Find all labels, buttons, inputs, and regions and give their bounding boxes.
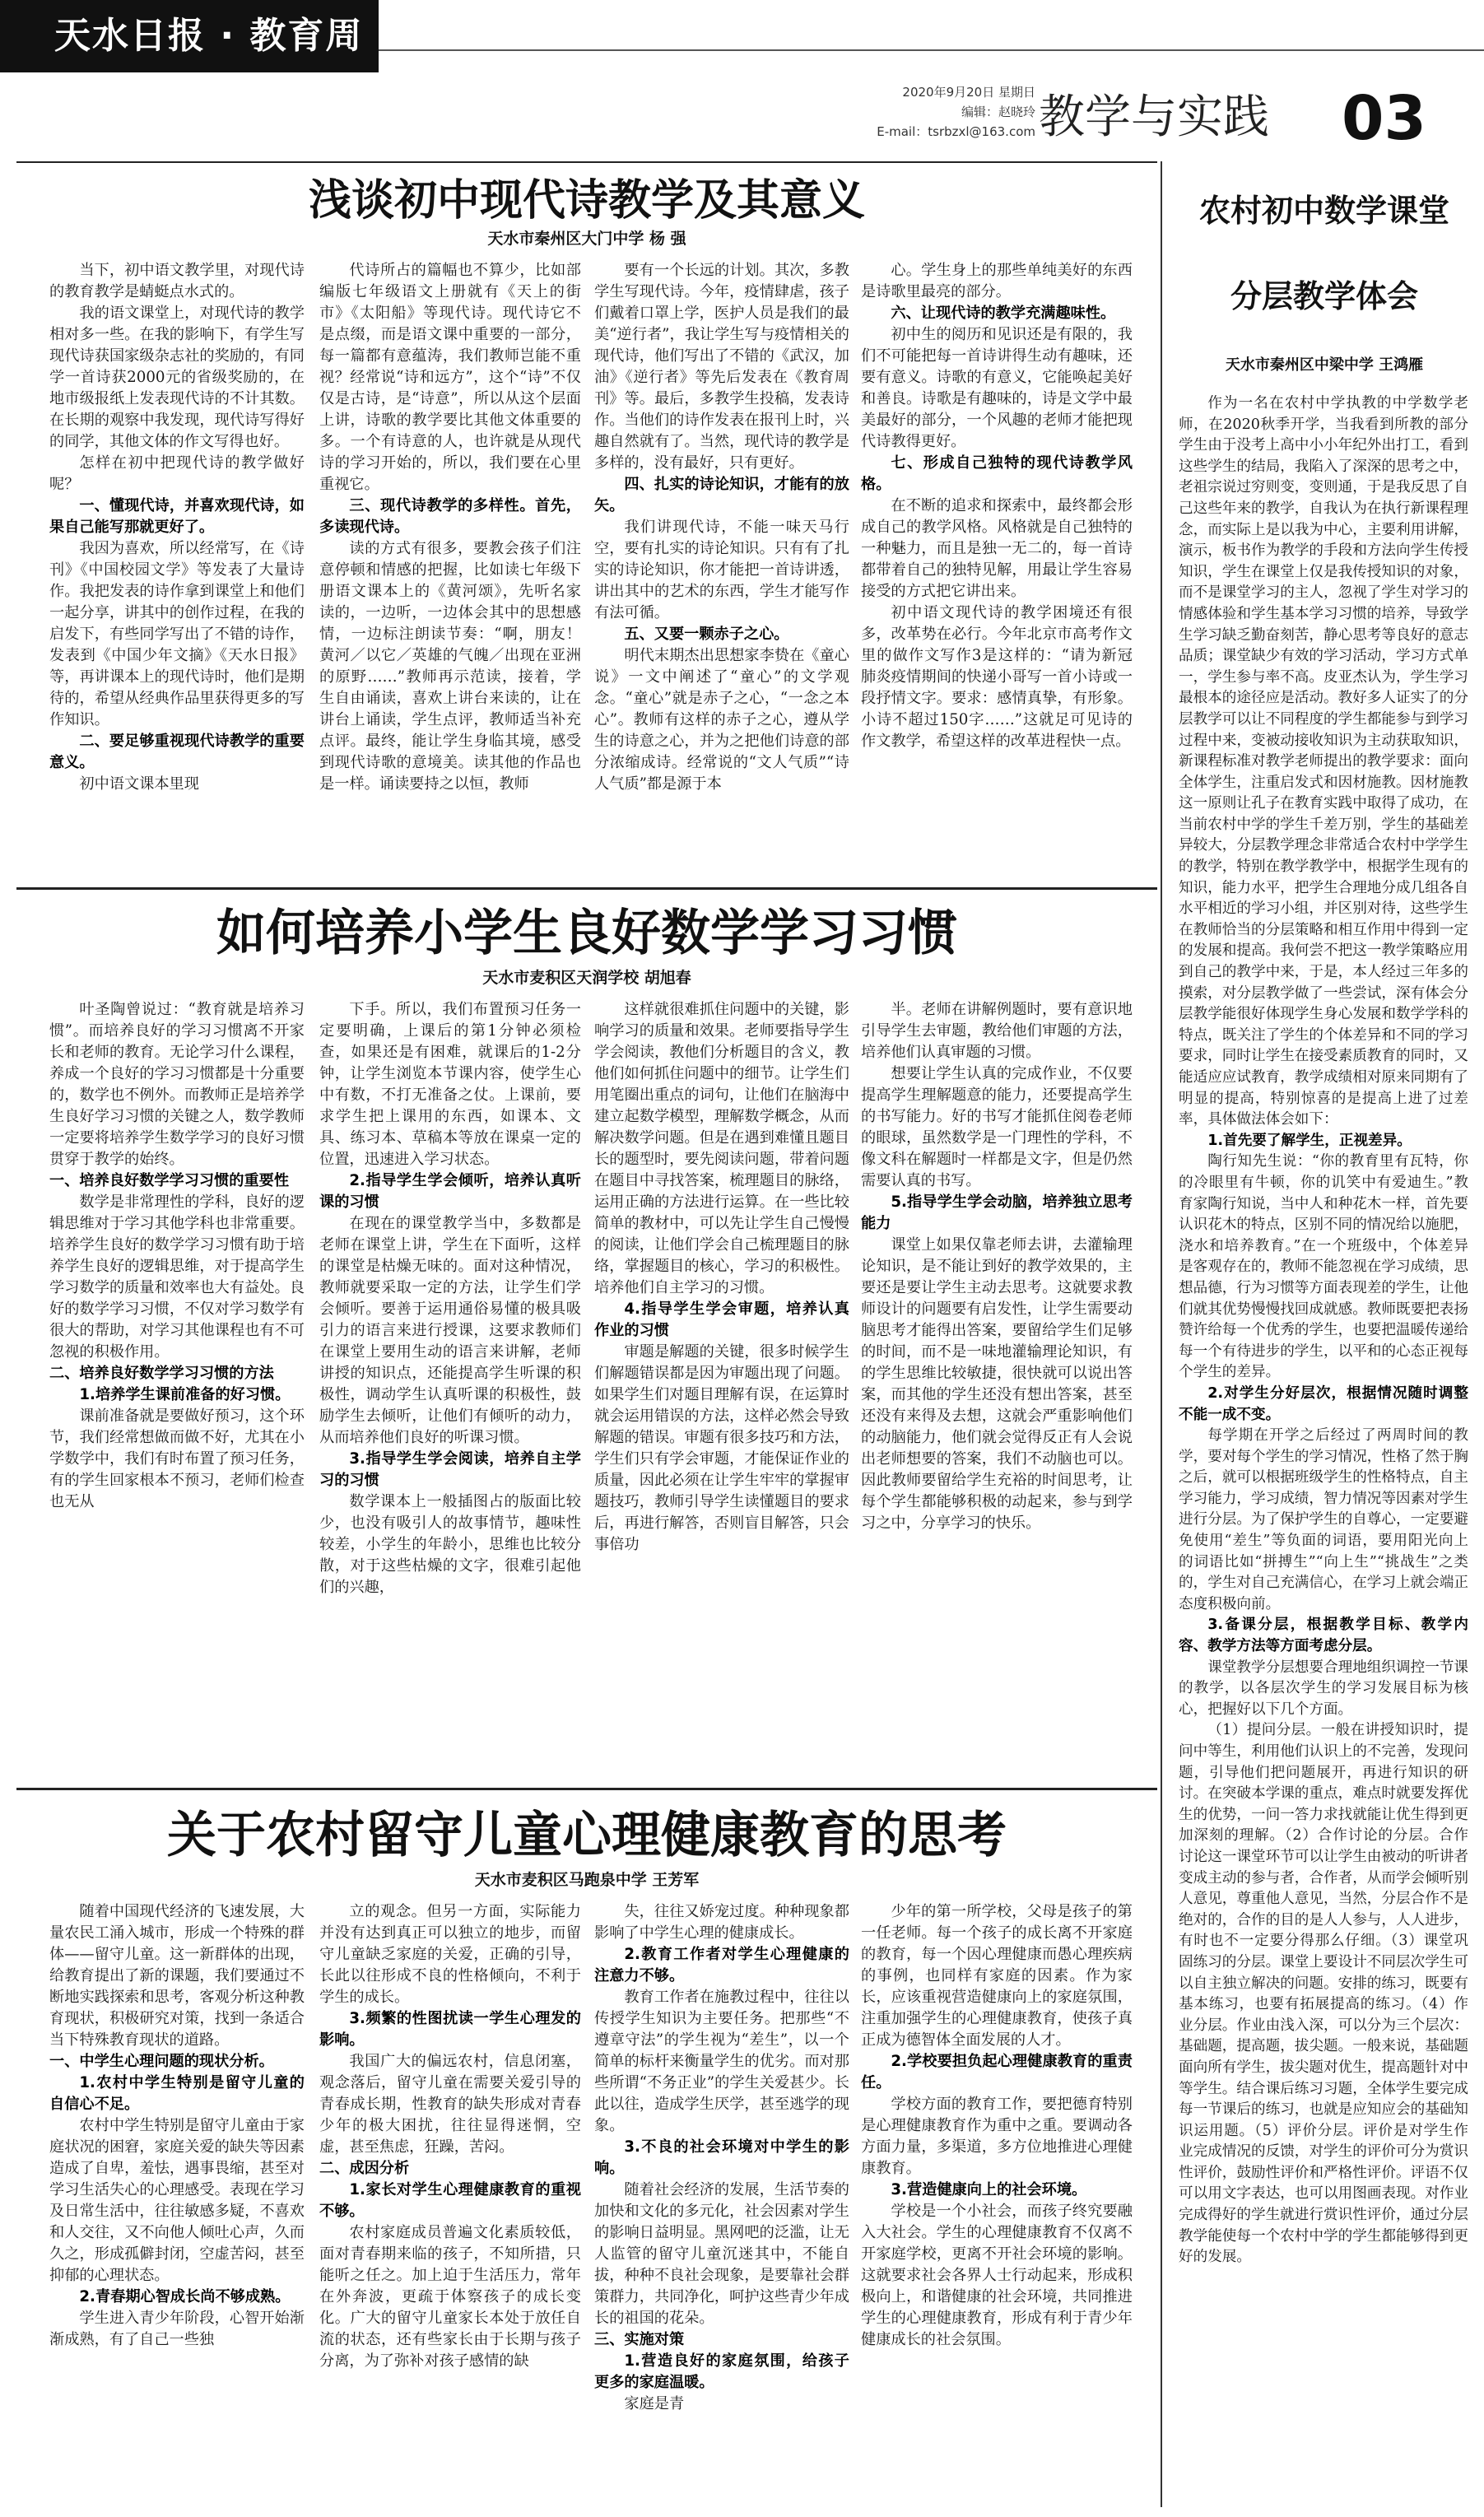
paragraph: 半。老师在讲解例题时，要有意识地引导学生去审题，教给他们审题的方法，培养他们认真审题的习惯。 (861, 1001, 1133, 1061)
paragraph: 课前准备就是要做好预习，这个环节，我们经常想做而做不好，尤其在小学数学中，我们有时布置了预习任务，有的学生回家根本不预习，老师们检查也无从 (49, 1407, 305, 1510)
paragraph: 随着中国现代经济的飞速发展，大量农民工涌入城市，形成一个特殊的群体——留守儿童。这一新群体的出现，给教育提出了新的课题，我们要通过不断地实践探索和思考，客观分析这种教育现状，积极研究对策，找到一条适合当下特殊教育现状的道路。 (49, 1903, 305, 2049)
paragraph: 每学期在开学之后经过了两周时间的教学，要对每个学生的学习情况，性格了然于胸之后，就可以根据班级学生的性格特点，自主学习能力，学习成绩，智力情况等因素对学生进行分层。为了保护学生的自尊心，一定要避免使用“差生”等负面的词语，要用阳光向上的词语比如“拼搏生”“向上生”“挑战生”之类的，学生对自己充满信心，在学习上就会端正态度积极向前。 (1179, 1427, 1468, 1612)
issue-date: 2020年9月20日 星期日 (902, 85, 1035, 100)
article1-column (319, 260, 581, 882)
section-heading: 1.家长对学生心理健康教育的重视不够。 (319, 2181, 581, 2220)
paragraph: 叶圣陶曾说过：“教育就是培养习惯”。而培养良好的学习习惯离不开家长和老师的教育。无论学习什么课程，养成一个良好的学习习惯都是十分重要的，数学也不例外。而教师正是培养学生良好学习习惯的关键之人，数学教师一定要将培养学生数学学习的良好习惯贯穿于教学的始终。 (49, 1001, 305, 1168)
article2-column (319, 999, 581, 1778)
paragraph: 学校方面的教育工作，要把德育特别是心理健康教育作为重中之重。要调动各方面力量，多渠道，多方位地推进心理健康教育。 (861, 2096, 1133, 2177)
section-heading: 3.备课分层，根据教学目标、教学内容、教学方法等方面考虑分层。 (1179, 1617, 1468, 1655)
article3-byline: 天水市麦积区马跑泉中学 王芳军 (474, 1871, 700, 1889)
article2-column (49, 999, 305, 1778)
paragraph: 明代末期杰出思想家李贽在《童心说》一文中阐述了“童心”的文学观念。“童心”就是赤子之心，“一念之本心”。教师有这样的赤子之心，遵从学生的诗意之心，并为之把他们诗意的部分浓缩成诗。经常说的“文人气质”“诗人气质”都是源于本 (594, 647, 849, 793)
paragraph: 读的方式有很多，要教会孩子们注意停顿和情感的把握，比如读七年级下册语文课本上的《黄河颂》，先听名家读的，一边听，一边体会其中的思想感情，一边标注朗读节奏：“啊，朋友！黄河／以它／英雄的气魄／出现在亚洲的原野……”教师再示范读，接着，学生自由诵读，喜欢上讲台来读的，让在讲台上诵读，学生点评，教师适当补充点评。最终，能让学生身临其境，感受到现代诗歌的意境美。读其他的作品也是一样。诵读要持之以恒，教师 (319, 540, 581, 793)
section-heading: 一、培养良好数学学习习惯的重要性 (49, 1172, 290, 1189)
paragraph: 数学课本上一般插图占的版面比较少，也没有吸引人的故事情节，趣味性较差，小学生的年龄小，思维也比较分散，对于这些枯燥的文字，很难引起他们的兴趣， (319, 1493, 581, 1596)
section-heading: 七、形成自己独特的现代诗教学风格。 (861, 454, 1133, 493)
section-heading: 一、懂现代诗，并喜欢现代诗，如果自己能写那就更好了。 (49, 497, 305, 536)
article1-byline: 天水市秦州区大门中学 杨 强 (487, 230, 686, 248)
section-heading: 2.指导学生学会倾听，培养认真听课的习惯 (319, 1172, 581, 1211)
section-heading: 1.首先要了解学生，正视差异。 (1207, 1132, 1412, 1149)
section-heading: 二、成因分析 (319, 2160, 410, 2177)
section-heading: 2.学校要担负起心理健康教育的重责任。 (861, 2053, 1133, 2091)
article-divider (16, 887, 1157, 890)
paragraph: 要有一个长远的计划。其次，多教学生写现代诗。今年，疫情肆虐，孩子们戴着口罩上学，医护人员是我们的最美“逆行者”，我让学生写与疫情相关的现代诗，他们写出了不错的《武汉，加油》《逆行者》等先后发表在《教育周刊》等。最后，多教学生投稿，发表诗作。当他们的诗作发表在报刊上时，兴趣自然就有了。当然，现代诗的教学是多样的，没有最好，只有更好。 (594, 262, 849, 472)
article1-title: 浅谈初中现代诗教学及其意义 (308, 176, 865, 226)
section-heading: 三、现代诗教学的多样性。首先，多读现代诗。 (319, 497, 581, 536)
section-heading: 3.不良的社会环境对中学生的影响。 (594, 2138, 849, 2177)
section-heading: 三、实施对策 (594, 2331, 685, 2348)
article3-column (319, 1901, 581, 2505)
paragraph: 课堂上如果仅靠老师去讲，去灌输理论知识，是不能让到好的教学效果的，主要还是要让学生主动去思考。这就要求教师设计的问题要有启发性，让学生需要动脑思考才能得出答案，要留给学生们足够的时间，而不是一味地灌输理论知识，有的学生思维比较敏捷，很快就可以说出答案，而其他的学生还没有想出答案，甚至还没有来得及去想，这就会严重影响他们的动脑能力，他们就会觉得反正有人会说出老师想要的答案，我们不动脑也可以。因此教师要留给学生充裕的时间思考，让每个学生都能够积极的动起来，参与到学习之中，分享学习的快乐。 (861, 1236, 1133, 1532)
paragraph: 下手。所以，我们布置预习任务一定要明确，上课后的第1分钟必须检查，如果还是有困难，就课后的1-2分钟，让学生浏览本节课内容，使学生心中有数，不打无准备之仗。上课前，要求学生把上课用的东西，如课本、文具、练习本、草稿本等放在课桌一定的位置，迅速进入学习状态。 (319, 1001, 581, 1168)
section-heading: 3.营造健康向上的社会环境。 (891, 2181, 1087, 2198)
section-heading: 4.指导学生学会审题，培养认真作业的习惯 (594, 1300, 849, 1339)
sidebar-column (1179, 393, 1468, 2505)
masthead: 天水日报 · 教育周刊 (0, 0, 379, 72)
masthead-rule (379, 49, 1484, 51)
paragraph: 随着社会经济的发展，生活节奏的加快和文化的多元化，社会因素对学生的影响日益明显。黑网吧的泛滥，让无人监管的留守儿童沉迷其中，不能自拔，种种不良社会现象，是要靠社会群策群力，共同净化，呵护这些青少年成长的祖国的花朵。 (594, 2181, 849, 2327)
paragraph: 农村中学生特别是留守儿童由于家庭状况的困窘，家庭关爱的缺失等因素造成了自卑，羞怯，遇事畏缩，甚至对学习生活失心的心理感受。表现在学习及日常生活中，往往敏感多疑，不喜欢和人交往，又不向他人倾吐心声，久而久之，形成孤僻封闭，空虚苦闷，甚至抑郁的心理状态。 (49, 2117, 305, 2284)
article3-column (49, 1901, 305, 2505)
article1-column (49, 260, 305, 882)
paragraph: 我们讲现代诗，不能一味天马行空，要有扎实的诗论知识。只有有了扎实的诗论知识，你才能把一首诗讲透，讲出其中的艺术的东西，学生才能写作有法可循。 (594, 519, 849, 621)
page-number: 03 (1342, 83, 1426, 154)
section-heading: 2.对学生分好层次，根据情况随时调整不能一成不变。 (1179, 1384, 1468, 1423)
paragraph: 代诗所占的篇幅也不算少，比如部编版七年级语文上册就有《天上的街市》《太阳船》等现代诗。现代诗它不是点缀，而是语文课中重要的一部分，每一篇都有意蕴涛，我们教师岂能不重视？经常说“诗和远方”，这个“诗”不仅仅是古诗，是“诗意”，所以从这个层面上讲，诗歌的教学要比其他文体重要的多。一个有诗意的人，也许就是从现代诗的学习开始的，所以，我们要在心里重视它。 (319, 262, 581, 493)
header-rule (16, 161, 1157, 163)
section-title: 教学与实践 (1039, 91, 1269, 144)
paragraph: 在不断的追求和探索中，最终都会形成自己的教学风格。风格就是自己独特的一种魅力，而且是独一无二的，每一首诗都带着自己的独特见解，用最让学生容易接受的方式把它讲出来。 (861, 497, 1133, 600)
paragraph: 当下，初中语文教学里，对现代诗的教育教学是蜻蜓点水式的。 (49, 262, 305, 300)
paragraph: 我的语文课堂上，对现代诗的教学相对多一些。在我的影响下，有学生写现代诗获国家级杂志社的奖励的，有同学一首诗获2000元的省级奖励的，在地市级报纸上发表现代诗的不计其数。在长期的观察中我发现，现代诗写得好的同学，其他文体的作文写得也好。 (49, 305, 305, 450)
section-heading: 五、又要一颗赤子之心。 (624, 626, 789, 643)
section-heading: 六、让现代诗的教学充满趣味性。 (891, 305, 1116, 322)
sidebar-rule (1161, 161, 1162, 2507)
article3-column (594, 1901, 849, 2505)
section-heading: 2.教育工作者对学生心理健康的注意力不够。 (594, 1946, 849, 1984)
section-heading: 四、扎实的诗论知识，才能有的放矢。 (594, 476, 849, 514)
article2-column (861, 999, 1133, 1778)
paragraph: 我国广大的偏远农村，信息闭塞，观念落后，留守儿童在需要关爱引导的青春成长期，性教育的缺失形成对青春少年的极大困扰，往往显得迷惘，空虚，甚至焦虑，狂躁，苦闷。 (319, 2053, 581, 2156)
paragraph: 作为一名在农村中学执教的中学数学老师，在2020秋季开学，当我看到所教的部分学生由于没考上高中小小年纪外出打工，看到这些学生的结局，我陷入了深深的思考之中，老祖宗说过穷则变，变则通，于是我反思了自己这些年来的教学，自我认为在执行新课程理念，而实际上是以我为中心，主要利用讲解，演示，板书作为教学的手段和方法向学生传授知识，学生在课堂上仅是我传授知识的对象，而不是课堂学习的主人，忽视了学生对学习的情感体验和学生基本学习习惯的培养，导致学生学习缺乏勤奋刻苦，静心思考等良好的意志品质；课堂缺少有效的学习活动，学习方式单一，学生参与率不高。皮亚杰认为，学生学习最根本的途径应是活动。教好多人证实了的分层教学可以让不同程度的学生都能参与到学习过程中来，变被动接收知识为主动获取知识，新课程标准对教学老师提出的教学要求：面向全体学生，注重启发式和因材施教。因材施教这一原则让孔子在教育实践中取得了成功，在当前农村中学的学生千差万别，学生的基础差异较大，分层教学理念非常适合农村中学学生的教学，特别在教学教学中，根据学生现有的知识，能力水平，把学生合理地分成几组各自水平相近的学习小组，并区别对待，这些学生在教师恰当的分层策略和相互作用中得到一定的发展和提高。我何尝不把这一教学策略应用到自己的教学中来，于是，本人经过三年多的摸索，对分层教学做了一些尝试，深有体会分层教学能很好体现学生身心发展和数学学科的特点，既关注了学生的个体差异和不同的学习要求，同时让学生在接受素质教育的同时，又能适应应试教育，教学成绩相对原来同期有了明显的提高，特别惊喜的是提高上进了过差率，具体做法体会如下： (1179, 395, 1468, 1128)
sidebar-title: 农村初中数学课堂 (1198, 193, 1449, 229)
article2-byline: 天水市麦积区天润学校 胡旭春 (482, 969, 691, 987)
section-heading: 3.频繁的性图扰读一学生心理发的影响。 (319, 2010, 581, 2049)
article3-title: 关于农村留守儿童心理健康教育的思考 (167, 1807, 1007, 1864)
paragraph: 学生进入青少年阶段，心智开始渐渐成熟，有了自己一些独 (49, 2310, 305, 2348)
paragraph: （1）提问分层。一般在讲授知识时，提问中等生，利用他们认识上的不完善，发现问题，引导他们把问题展开，再进行知识的研讨。在突破本学课的重点，难点时就要发挥优生的优势，一问一答力求找就能让优生得到更加深刻的理解。（2）合作讨论的分层。合作讨论这一课堂环节可以让学生由被动的听讲者变成主动的参与者，合作者，从而学会倾听别人意见，尊重他人意见，当然，分层合作不是绝对的，合作的目的是人人参与，人人进步，有时也不一定要分得那么仔细。（3）课堂巩固练习的分层。课堂上要设计不同层次学生可以自主独立解决的问题。安排的练习，既要有基本练习，也要有拓展提高的练习。（4）作业分层。作业由浅入深，可以分为三个层次：基础题，提高题，拔尖题。一般来说，基础题面向所有学生，拔尖题对优生，提高题针对中等学生。结合课后练习习题，全体学生要完成每一节课后的练习，也就是应知应会的基础知识运用题。（5）评价分层。评价是对学生作业完成情况的反馈，对学生的评价可分为赏识性评价，鼓励性评价和严格性评价。评语不仅可以用文字表达，也可以用图画表现。对作业完成得好的学生就进行赏识性评价，通过分层教学能使每一个农村中学的学生都能够得到更好的发展。 (1179, 1722, 1468, 2266)
page-meta (863, 82, 1035, 142)
paragraph: 少年的第一所学校，父母是孩子的第一任老师。每一个孩子的成长离不开家庭的教育，每一个因心理健康而愚心理疾病的事例，也同样有家庭的因素。作为家长，应该重视营造健康向上的家庭氛围，注重加强学生的心理健康教育，使孩子真正成为德智体全面发展的人才。 (861, 1903, 1133, 2049)
paragraph: 失，往往又娇宠过度。种种现象都影响了中学生心理的健康成长。 (594, 1903, 849, 1942)
paragraph: 心。学生身上的那些单纯美好的东西是诗歌里最亮的部分。 (861, 262, 1133, 300)
article2-title: 如何培养小学生良好数学学习习惯 (216, 905, 957, 962)
section-heading: 1.农村中学生特别是留守儿童的自信心不足。 (49, 2074, 305, 2113)
paragraph: 初中语文课本里现 (79, 775, 199, 793)
paragraph: 这样就很难抓住问题中的关键，影响学习的质量和效果。老师要指导学生学会阅读，教他们分析题目的含义，教他们如何抓住问题中的细节。让学生们用笔圈出重点的词句，让他们在脑海中建立起数学模型，理解数学概念，从而解决数学问题。但是在遇到难懂且题目长的题型时，要先阅读问题，带着问题在题目中寻找答案，梳理题目的脉络，运用正确的方法进行运算。在一些比较简单的教材中，可以先让学生自己慢慢的阅读，让他们学会自己梳理题目的脉络，掌握题目的核心，学习的积极性。培养他们自主学习的习惯。 (594, 1001, 849, 1296)
paragraph: 我因为喜欢，所以经常写，在《诗刊》《中国校园文学》等发表了大量诗作。我把发表的诗作拿到课堂上和他们一起分享，讲其中的创作过程，在我的启发下，有些同学写出了不错的诗作，发表到《中国少年文摘》《天水日报》等，再讲课本上的现代诗时，他们是期待的，希望从经典作品里获得更多的写作知识。 (49, 540, 305, 728)
section-heading: 5.指导学生学会动脑，培养独立思考能力 (861, 1193, 1133, 1232)
paragraph: 陶行知先生说：“你的教育里有瓦特，你的冷眼里有牛顿，你的讥笑中有爱迪生。”教育家陶行知说，当中人和种花木一样，首先要认识花木的特点，区别不同的情况给以施肥，浇水和培养教育。”在一个班级中，个体差异是客观存在的，教师不能忽视在学习成绩，思想品德，行为习惯等方面表现差的学生，让他们就其优势慢慢找回成就感。教师既要把表扬赞许给每一个优秀的学生，也要把温暖传递给每一个有待进步的学生，以平和的心态正视每个学生的差异。 (1179, 1153, 1468, 1381)
section-heading: 二、要足够重视现代诗教学的重要意义。 (49, 733, 305, 771)
section-heading: 3.指导学生学会阅读，培养自主学习的习惯 (319, 1450, 581, 1489)
section-heading: 1.营造良好的家庭氛围，给孩子更多的家庭温暖。 (594, 2352, 849, 2391)
paragraph: 农村家庭成员普遍文化素质较低，面对青春期来临的孩子，不知所措，只能听之任之。加上迫于生活压力，常年在外奔波，更疏于体察孩子的成长变化。广大的留守儿童家长本处于放任自流的状态，还有些家长由于长期与孩子分离，为了弥补对孩子感情的缺 (319, 2224, 581, 2370)
paragraph: 初中生的阅历和见识还是有限的，我们不可能把每一首诗讲得生动有趣味，还要有意义。诗歌的有意义，它能唤起美好和善良。诗歌是有趣味的，诗是文学中最美最好的部分，一个风趣的老师才能把现代诗教得更好。 (861, 326, 1133, 450)
section-heading: 一、中学生心理问题的现状分析。 (49, 2053, 274, 2070)
article2-column (594, 999, 849, 1778)
paragraph: 在现在的课堂教学当中，多数都是老师在课堂上讲，学生在下面听，这样的课堂是枯燥无味的。面对这种情况，教师就要采取一定的方法，让学生们学会倾听。要善于运用通俗易懂的极具吸引力的语言来进行授课，这要求教师们在课堂上要用生动的语言来讲解，老师讲授的知识点，还能提高学生听课的积极性，调动学生认真听课的积极性，鼓励学生去倾听，让他们有倾听的动力，从而培养他们良好的听课习惯。 (319, 1215, 581, 1446)
paragraph: 家庭是青 (624, 2395, 685, 2412)
section-heading: 1.培养学生课前准备的好习惯。 (79, 1386, 291, 1403)
sidebar-byline: 天水市秦州区中梁中学 王鸿雁 (1225, 356, 1424, 374)
sidebar-title: 分层教学体会 (1230, 278, 1418, 314)
paragraph: 想要让学生认真的完成作业，不仅要提高学生理解题意的能力，还要提高学生的书写能力。好的书写才能抓住阅卷老师的眼球，虽然数学是一门理性的学科，不像文科在解题时一样都是文字，但是仍然需要认真的书写。 (861, 1065, 1133, 1189)
paragraph: 数学是非常理性的学科，良好的逻辑思维对于学习其他学科也非常重要。培养学生良好的数学学习习惯有助于培养学生良好的逻辑思维，对于提高学生学习数学的质量和效率也大有益处。良好的数学学习习惯，不仅对学习数学有很大的帮助，对学习其他课程也有不可忽视的积极作用。 (49, 1193, 305, 1361)
paragraph: 初中语文现代诗的教学困境还有很多，改革势在必行。今年北京市高考作文里的做作文写作3是这样的：“请为新冠肺炎疫情期间的快递小哥写一首小诗或一段抒情文字。要求：感情真挚，有形象。小诗不超过150字……”这就足可见诗的作文教学，希望这样的改革进程快一点。 (861, 604, 1133, 750)
paragraph: 课堂教学分层想要合理地组织调控一节课的教学，以各层次学生的学习发展目标为核心，把握好以下几个方面。 (1179, 1659, 1468, 1718)
section-heading: 二、培养良好数学学习习惯的方法 (49, 1365, 274, 1382)
article1-column (861, 260, 1133, 882)
paragraph: 怎样在初中把现代诗的教学做好呢？ (49, 454, 305, 493)
article-divider (16, 1788, 1157, 1790)
section-heading: 2.青春期心智成长尚不够成熟。 (79, 2288, 291, 2305)
paragraph: 立的观念。但另一方面，实际能力并没有达到真正可以独立的地步，而留守儿童缺乏家庭的关爱，正确的引导，长此以往形成不良的性格倾向，不利于学生的成长。 (319, 1903, 581, 2006)
paragraph: 审题是解题的关键，很多时候学生们解题错误都是因为审题出现了问题。如果学生们对题目理解有误，在运算时就会运用错误的方法，这样必然会导致解题的错误。审题有很多技巧和方法，学生们只有学会审题，才能保证作业的质量，因此必须在让学生牢牢的掌握审题技巧，教师引导学生读懂题目的要求后，再进行解答，否则盲目解答，只会事倍功 (594, 1343, 849, 1553)
editor-name: 编辑：赵晓玲 (961, 105, 1035, 119)
editor-email: E-mail：tsrbzxl@163.com (877, 124, 1035, 139)
article1-column (594, 260, 849, 882)
paragraph: 教育工作者在施教过程中，往往以传授学生知识为主要任务。把那些“不遵章守法”的学生视为“差生”，以一个简单的标杆来衡量学生的优劣。而对那些所谓“不务正业”的学生关爱甚少。长此以往，造成学生厌学，甚至逃学的现象。 (594, 1989, 849, 2134)
article3-column (861, 1901, 1133, 2505)
paragraph: 学校是一个小社会，而孩子终究要融入大社会。学生的心理健康教育不仅离不开家庭学校，更离不开社会环境的影响。这就要求社会各界人士行动起来，形成积极向上，和谐健康的社会环境，共同推进学生的心理健康教育，形成有利于青少年健康成长的社会氛围。 (861, 2203, 1133, 2348)
